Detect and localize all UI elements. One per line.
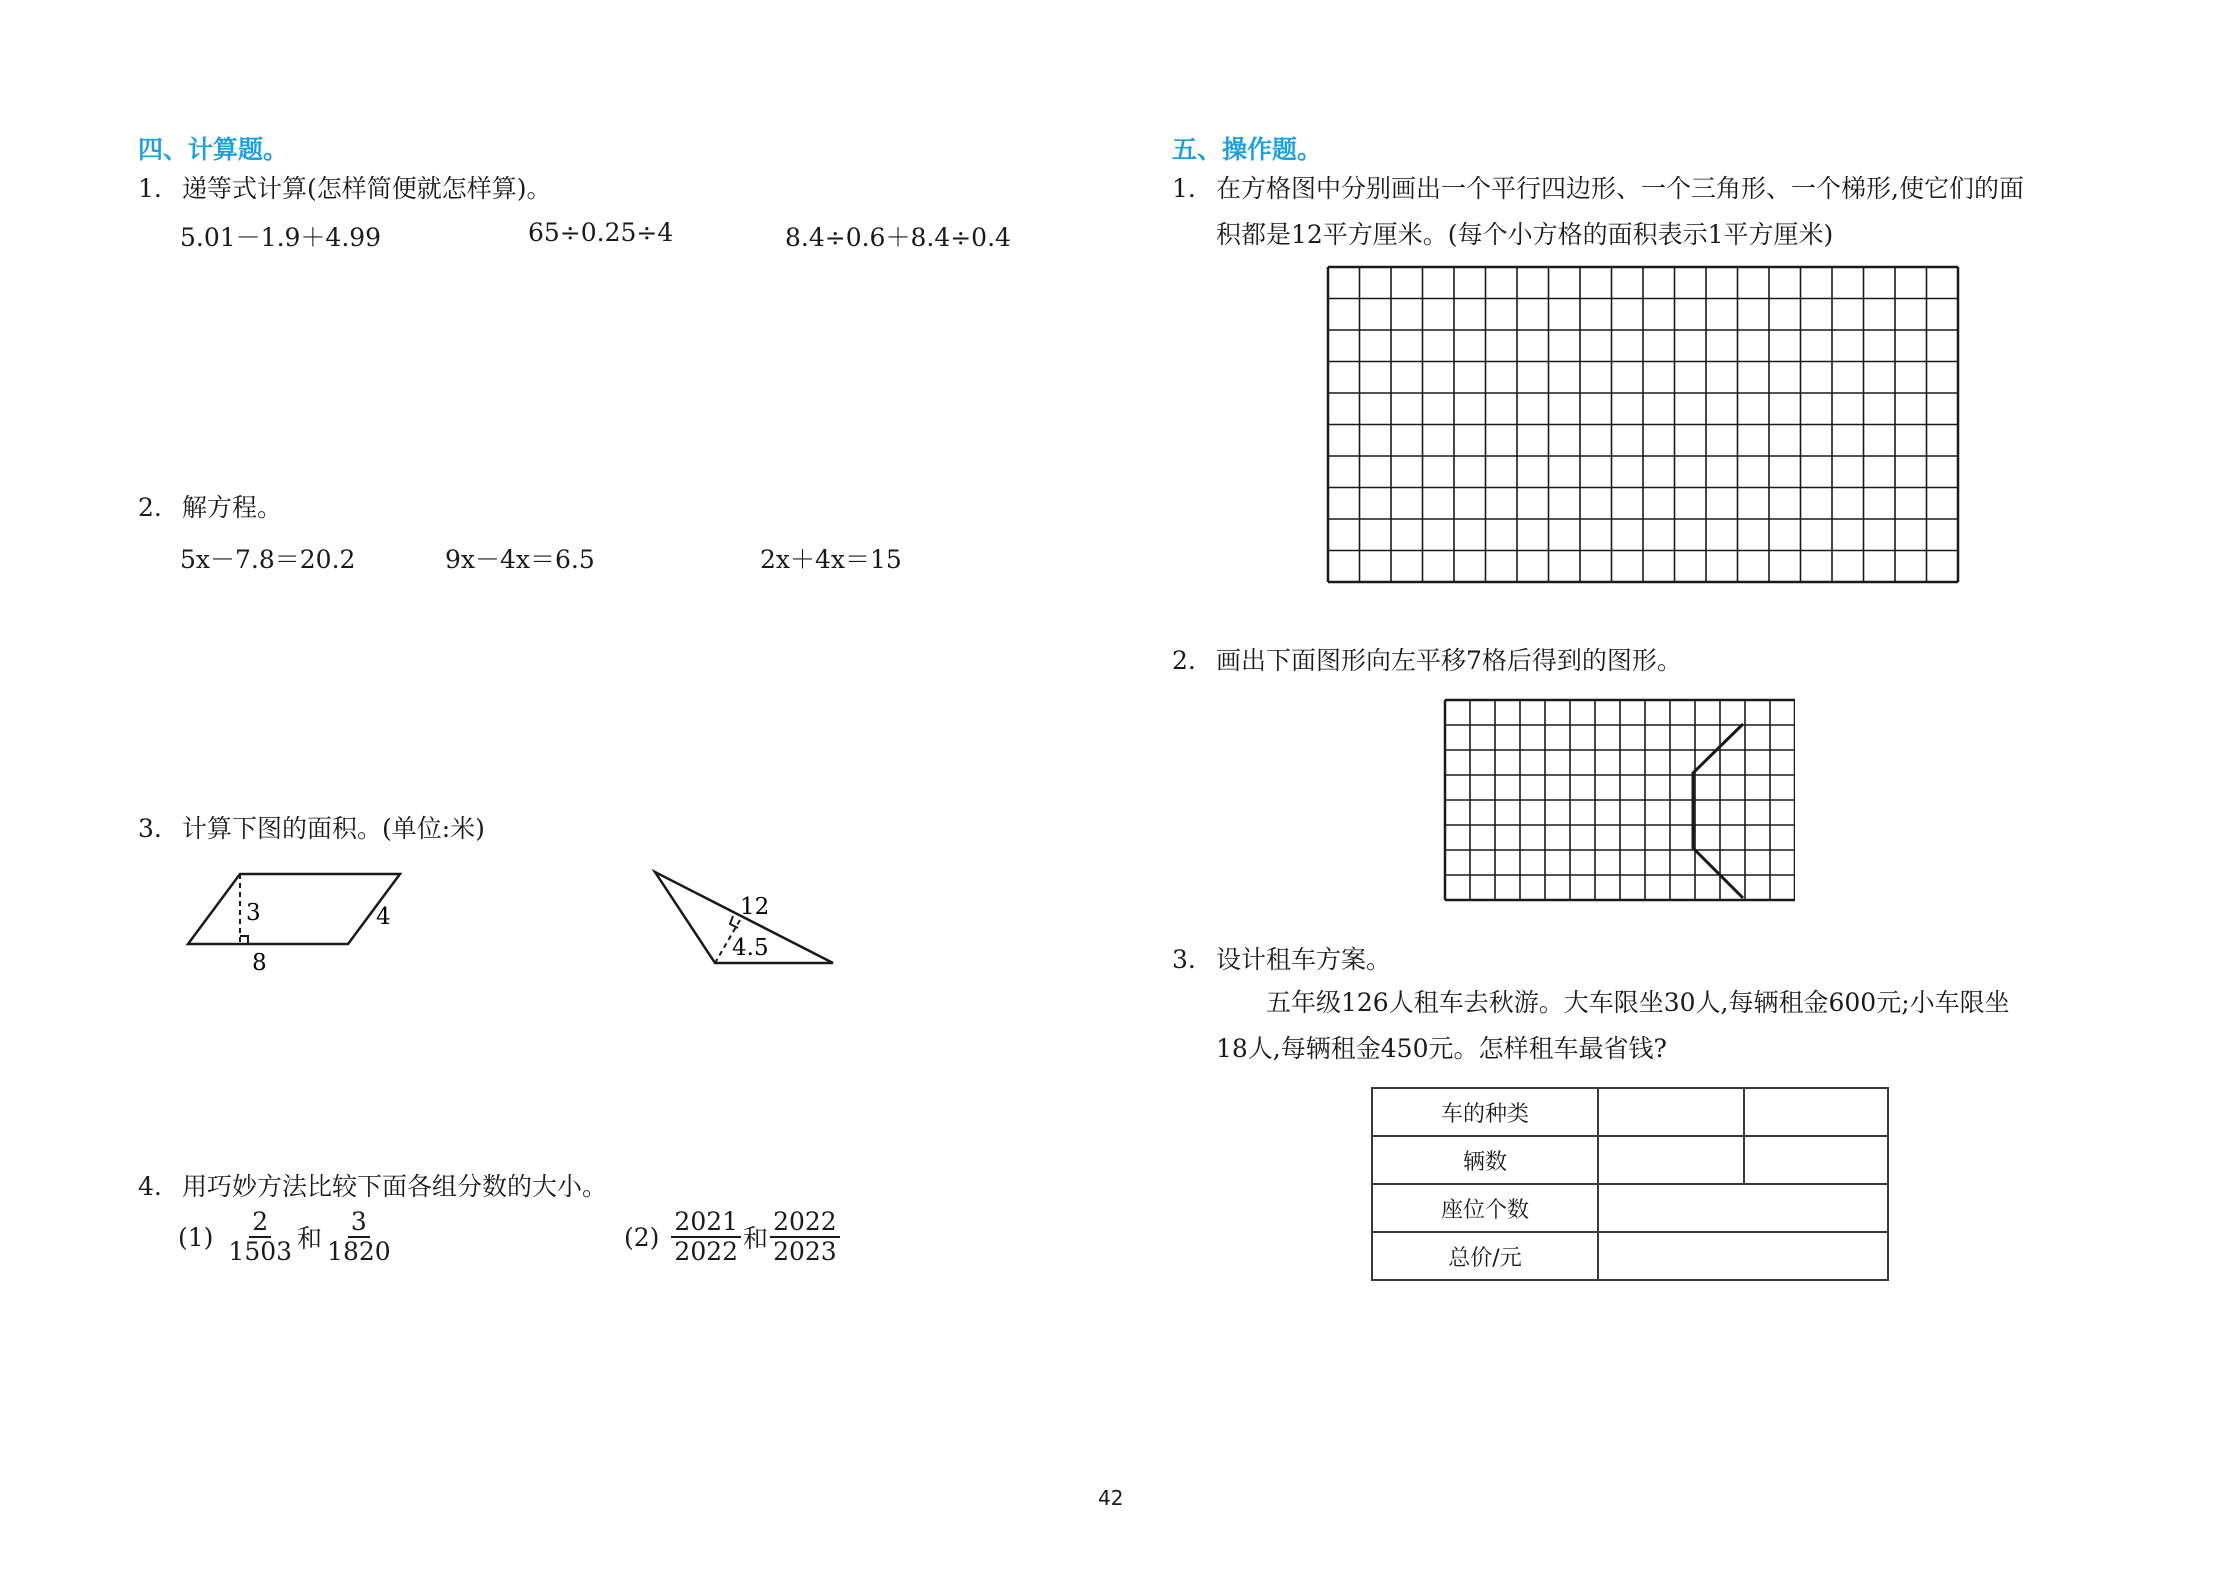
row-header: 座位个数 (1372, 1184, 1598, 1232)
question-number: 1. (1172, 174, 1196, 203)
square-grid-1 (1326, 265, 1960, 585)
blank-cell[interactable] (1598, 1136, 1744, 1184)
square-grid-2 (1443, 698, 1795, 902)
equation-3: 2x＋4x＝15 (760, 545, 902, 574)
rental-plan-table (1371, 1087, 1889, 1281)
table-row (1372, 1088, 1888, 1136)
calc-expression-1: 5.01－1.9＋4.99 (180, 223, 382, 252)
conjunction: 和 (743, 1224, 769, 1253)
row-header: 总价/元 (1372, 1232, 1598, 1280)
calc-expression-2: 65÷0.25÷4 (528, 218, 674, 247)
equation-1: 5x－7.8＝20.2 (180, 545, 356, 574)
problem-line1: 五年级126人租车去秋游。大车限坐30人,每辆租金600元;小车限坐 (1266, 988, 2010, 1017)
grid-lines (1328, 267, 1958, 582)
row-header: 辆数 (1372, 1136, 1598, 1184)
triangle-height-label: 4.5 (732, 935, 769, 961)
row-header: 车的种类 (1372, 1088, 1598, 1136)
question-number: 2. (1172, 646, 1196, 675)
question-5-2 (1172, 636, 1682, 686)
pair-label: (1) (178, 1222, 214, 1252)
fraction-pair-1 (178, 1208, 396, 1266)
table-row (1372, 1184, 1888, 1232)
question-number: 4. (138, 1172, 162, 1201)
question-text: 画出下面图形向左平移7格后得到的图形。 (1216, 646, 1682, 675)
question-number: 2. (138, 493, 162, 522)
question-4-4 (138, 1162, 607, 1212)
page-number: 42 (1098, 1486, 1124, 1510)
fraction-b: $\frac{2022}{2023}$ (770, 1208, 840, 1266)
question-number: 1. (138, 174, 162, 203)
right-angle-mark (730, 916, 738, 928)
pair-label: (2) (624, 1222, 660, 1252)
equation-2: 9x－4x＝6.5 (445, 545, 595, 574)
calc-expression-3: 8.4÷0.6＋8.4÷0.4 (785, 223, 1011, 252)
rental-problem-text (1216, 980, 2010, 1072)
parallelogram-base-label: 8 (252, 950, 267, 976)
conjunction: 和 (297, 1224, 323, 1253)
question-text: 解方程。 (182, 493, 283, 522)
question-text: 计算下图的面积。(单位:米) (182, 814, 485, 843)
section-5-title: 五、操作题。 (1172, 135, 1323, 164)
question-number: 3. (1172, 945, 1196, 974)
question-5-3 (1172, 935, 1391, 985)
question-text-line2: 积都是12平方厘米。(每个小方格的面积表示1平方厘米) (1216, 220, 1834, 249)
blank-cell[interactable] (1598, 1088, 1744, 1136)
table-row (1372, 1136, 1888, 1184)
blank-cell[interactable] (1744, 1136, 1888, 1184)
parallelogram-side-label: 4 (376, 904, 391, 930)
fraction-a: $\frac{2}{1503}$ (228, 1207, 293, 1266)
triangle-figure (640, 860, 860, 980)
fraction-pair-2 (624, 1208, 842, 1266)
parallelogram-figure (170, 860, 430, 980)
blank-cell[interactable] (1598, 1184, 1888, 1232)
grid-lines (1445, 700, 1795, 900)
question-number: 3. (138, 814, 162, 843)
question-text: 递等式计算(怎样简便就怎样算)。 (182, 174, 552, 203)
question-text-line1: 在方格图中分别画出一个平行四边形、一个三角形、一个梯形,使它们的面 (1216, 174, 2024, 203)
parallelogram-outline (188, 874, 400, 944)
question-text: 用巧妙方法比较下面各组分数的大小。 (182, 1172, 608, 1201)
question-5-1 (1172, 166, 2024, 258)
fraction-b: $\frac{3}{1820}$ (327, 1207, 391, 1266)
table-row (1372, 1232, 1888, 1280)
parallelogram-height-label: 3 (246, 900, 261, 926)
problem-line2: 18人,每辆租金450元。怎样租车最省钱? (1216, 1034, 1667, 1063)
blank-cell[interactable] (1744, 1088, 1888, 1136)
question-4-3 (138, 804, 485, 854)
question-4-1 (138, 164, 552, 214)
section-4-title: 四、计算题。 (138, 135, 289, 164)
blank-cell[interactable] (1598, 1232, 1888, 1280)
question-4-2 (138, 483, 282, 533)
fraction-a: $\frac{2021}{2022}$ (671, 1208, 741, 1266)
question-text: 设计租车方案。 (1216, 945, 1392, 974)
triangle-base-label: 12 (740, 894, 770, 920)
